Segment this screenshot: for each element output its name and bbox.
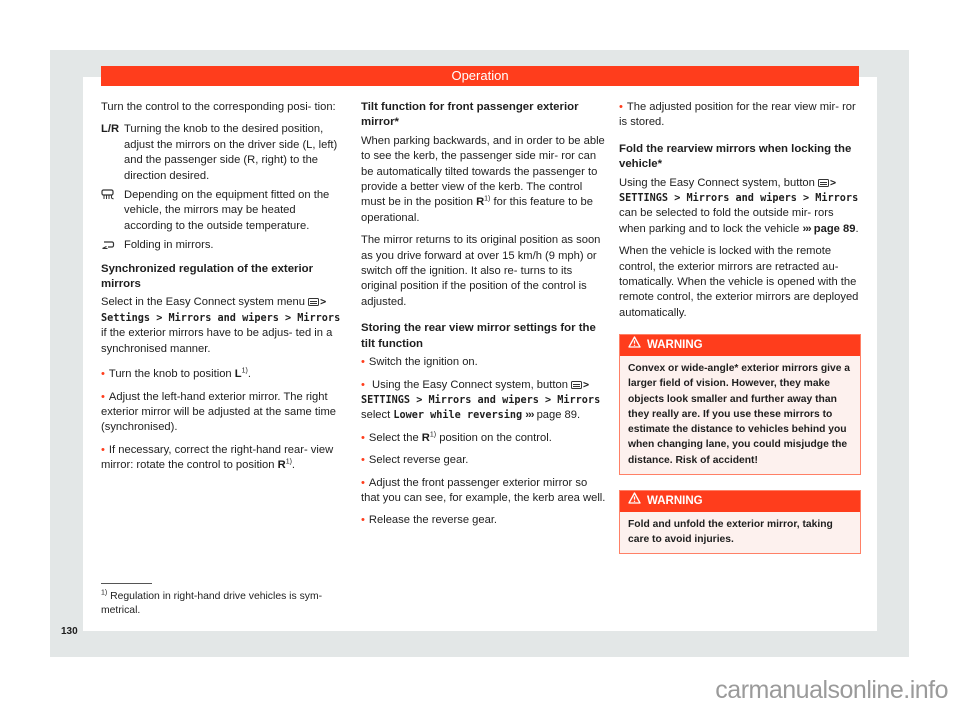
warning-header	[620, 335, 860, 356]
tilt-paragraph-1: When parking backwards, and in order to be able to see the kerb, the passenger side mir- ror can be automatically tilted towards the passenger to provide a better view of the kerb. The control must be in the position $R^{1)}$ for this feature to be operational.	[361, 134, 605, 224]
page-link[interactable]: page 89	[813, 222, 856, 235]
column-3	[619, 100, 861, 554]
sync-heading: Synchronized regulation of the exterior mirrors	[101, 262, 314, 291]
page-link-arrow[interactable]: ›››	[525, 409, 534, 422]
warning-triangle-icon	[628, 491, 641, 512]
section-title: Operation	[451, 68, 509, 83]
definition-text: Turning the knob to the desired position, adjust the mirrors on the driver side (L, left) and the passenger side (R, right) to the direction desired.	[124, 123, 338, 182]
page-link[interactable]: page 89	[536, 409, 578, 422]
menu-path: > SETTINGS > Mirrors and wipers > Mirrors	[619, 177, 859, 205]
menu-icon	[308, 298, 319, 306]
option-name: Lower while reversing	[393, 410, 523, 422]
definition-text: Depending on the equipment fitted on the vehicle, the mirrors may be heated according to the outside temperature.	[124, 189, 330, 232]
warning-box	[619, 334, 861, 474]
heated-mirror-icon	[101, 188, 124, 234]
fold-heading: Fold the rearview mirrors when locking the vehicle*	[619, 142, 852, 171]
step-item: • Switch the ignition on.	[361, 355, 606, 370]
step-item: • Select reverse gear.	[361, 453, 606, 468]
tilt-heading: Tilt function for front passenger exterior mirror*	[361, 101, 579, 129]
definition-text: Folding in mirrors.	[124, 239, 214, 252]
remote-paragraph: When the vehicle is locked with the remote control, the exterior mirrors are retracted au- tomatically. When the vehicle is opened with the remote control, the exterior mirrors are deployed automatically.	[619, 245, 859, 319]
footnote-text: Regulation in right-hand drive vehicles is sym- metrical.	[101, 591, 323, 617]
warning-text: Fold and unfold the exterior mirror, taking care to avoid injuries.	[628, 518, 833, 545]
warning-box	[619, 490, 861, 554]
page-link-arrow[interactable]: ›››	[802, 222, 811, 235]
bullet-item: • If necessary, correct the right-hand rear- view mirror: rotate the control to position $R^{1)}$.	[101, 443, 341, 474]
sync-text-post: if the exterior mirrors have to be adjus- ted in a synchronised manner.	[101, 327, 333, 355]
step-item: • Using the Easy Connect system, button > SETTINGS > Mirrors and wipers > Mirrors select Lower while reversing ››› page 89.	[361, 378, 606, 424]
definition-term: L/R	[101, 123, 120, 136]
sync-text: Select in the Easy Connect system menu	[101, 296, 305, 309]
section-header	[101, 66, 859, 86]
page-number: 130	[61, 626, 78, 637]
definition-fold	[101, 238, 341, 253]
step-item: • Select the $R^{1)}$ position on the control.	[361, 431, 606, 446]
fold-paragraph: Using the Easy Connect system, button > SETTINGS > Mirrors and wipers > Mirrors can be selected to fold the outside mir- rors when parking and to lock the vehicle ››› page 89.	[619, 176, 859, 235]
warning-label: WARNING	[647, 494, 703, 507]
control-definitions	[101, 122, 341, 253]
column-1	[101, 100, 341, 481]
step-item: • Adjust the front passenger exterior mirror so that you can see, for example, the kerb area well.	[361, 476, 606, 507]
sync-paragraph	[101, 295, 341, 357]
step-item: • The adjusted position for the rear view mir- ror is stored.	[619, 100, 861, 131]
bullet-item: • Turn the knob to position $L^{1)}$.	[101, 367, 341, 382]
tilt-paragraph-2: The mirror returns to its original position as soon as you drive forward at over 15 km/h (9 mph) or switch off the ignition. It also re- turns to its original position if the position of the control is adjusted.	[361, 234, 601, 308]
warning-triangle-icon	[628, 335, 641, 356]
store-heading: Storing the rear view mirror settings for the tilt function	[361, 322, 596, 350]
step-item: • Release the reverse gear.	[361, 513, 606, 528]
fold-mirror-icon	[101, 238, 124, 253]
menu-icon	[818, 179, 829, 187]
bullet-item: • Adjust the left-hand exterior mirror. The right exterior mirror will be adjusted at the same time (synchronised).	[101, 390, 341, 436]
intro-text: Turn the control to the corresponding posi- tion:	[101, 101, 336, 113]
footnote-marker: 1)	[101, 589, 108, 597]
menu-path: > SETTINGS > Mirrors and wipers > Mirrors	[361, 379, 601, 406]
definition-heated	[101, 188, 341, 234]
definition-lr	[101, 122, 341, 184]
warning-header	[620, 491, 860, 512]
column-2	[361, 100, 606, 536]
menu-icon	[571, 381, 582, 389]
warning-label: WARNING	[647, 339, 703, 352]
watermark: carmanualsonline.info	[715, 676, 948, 704]
menu-path: > Settings > Mirrors and wipers > Mirrors	[101, 297, 341, 324]
warning-text: Convex or wide-angle* exterior mirrors give a larger field of vision. However, they make objects look smaller and further away than they really are. If you use these mirrors to estimate the distance to vehicles behind you when changing lane, you could misjudge the distance. Risk of accident!	[628, 363, 851, 466]
footnote	[101, 590, 341, 619]
footnote-divider	[101, 583, 152, 584]
